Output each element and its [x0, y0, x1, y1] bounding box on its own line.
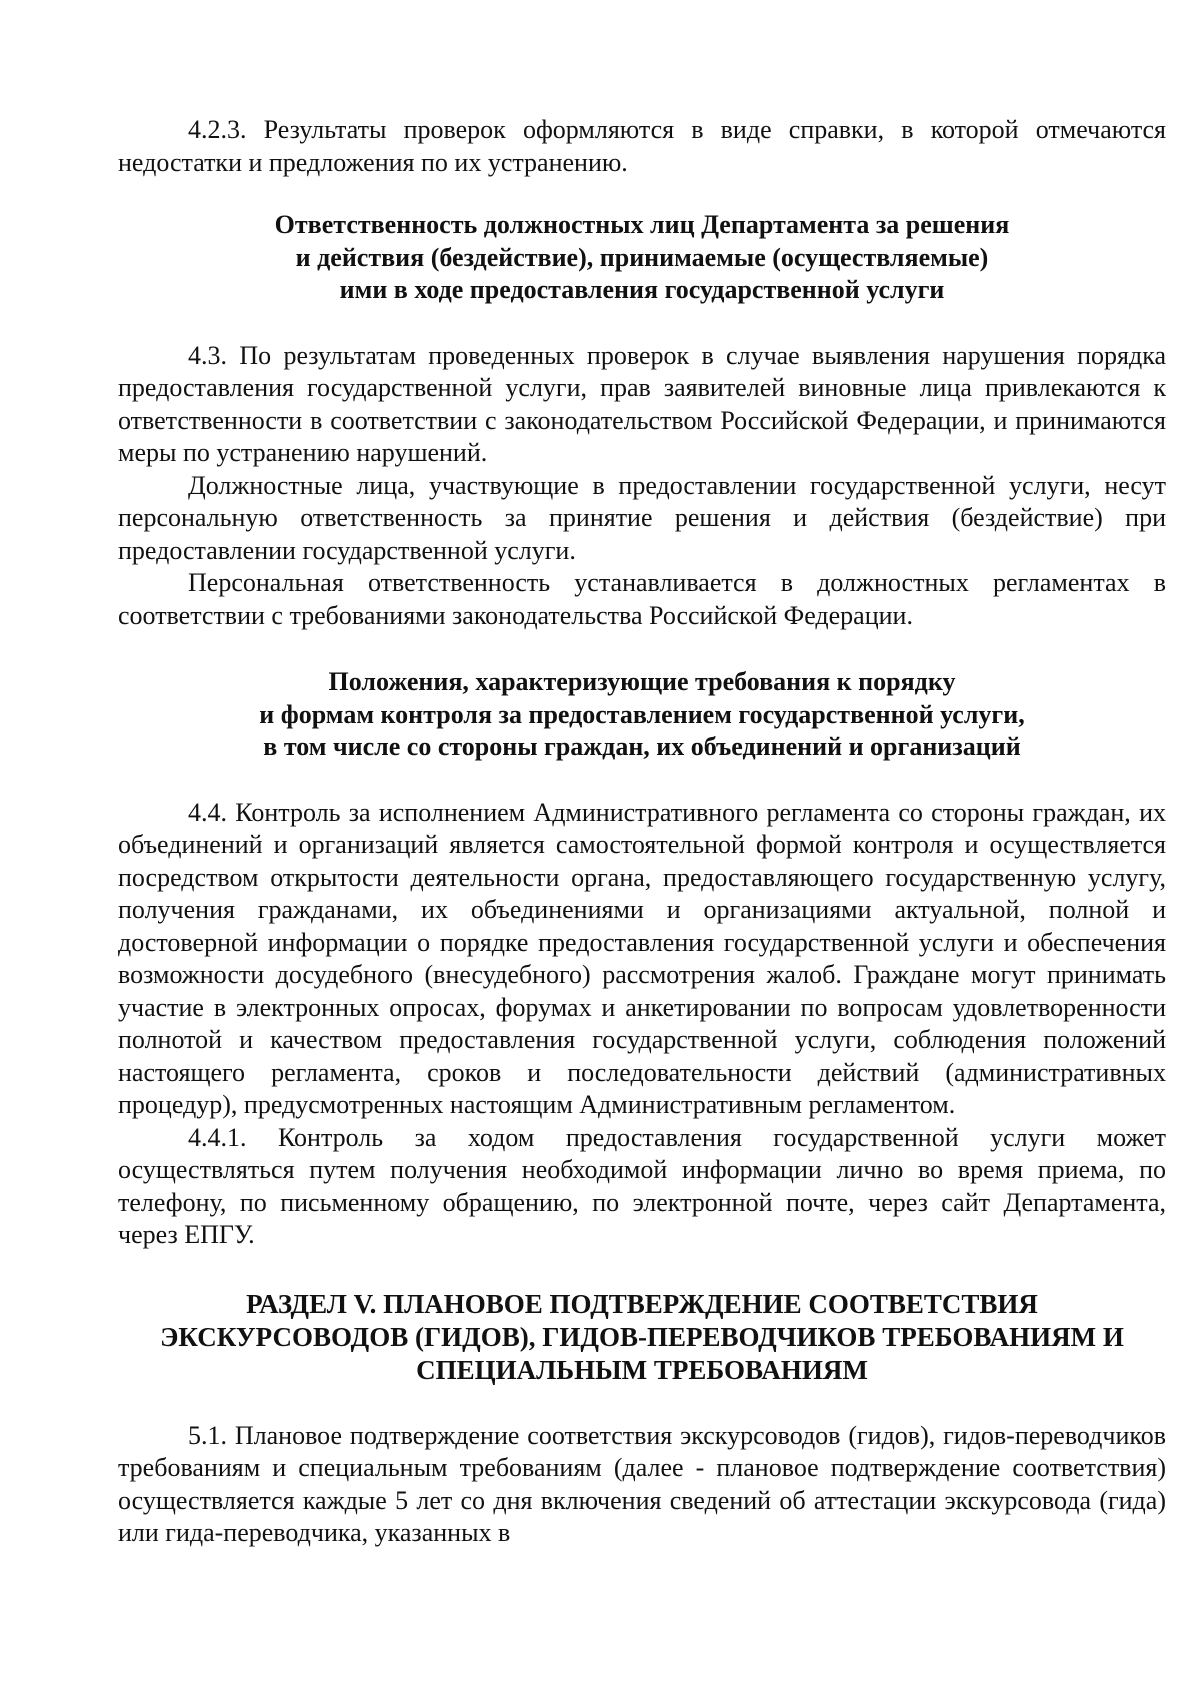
paragraph-personal-responsibility: Персональная ответственность устанавливается в должностных регламентах в соответствии с требованиями законодательства Российской Федерации. — [118, 568, 1166, 630]
paragraph-5-1: 5.1. Плановое подтверждение соответствия экскурсоводов (гидов), гидов-переводчиков требованиям и специальным требованиям (далее - плановое подтверждение соответствия) осуществляется каждые 5 лет со дня включения сведений об аттестации экскурсовода (гида) или гида-переводчика, указанных в — [118, 1420, 1166, 1547]
paragraph-4-3: 4.3. По результатам проведенных проверок в случае выявления нарушения порядка предоставления государственной услуги, прав заявителей виновные лица привлекаются к ответственности в соответствии с законодательством Российской Федерации, и принимаются меры по устранению нарушений. — [118, 340, 1166, 467]
heading-line: ими в ходе предоставления государственной услуги — [339, 275, 945, 304]
heading-line: СПЕЦИАЛЬНЫМ ТРЕБОВАНИЯМ — [416, 1354, 868, 1385]
heading-line: Ответственность должностных лиц Департамента за решения — [274, 210, 1010, 239]
document-body — [118, 114, 1166, 1550]
heading-line: РАЗДЕЛ V. ПЛАНОВОЕ ПОДТВЕРЖДЕНИЕ СООТВЕТСТВИЯ — [246, 1288, 1038, 1319]
paragraph-4-4: 4.4. Контроль за исполнением Административного регламента со стороны граждан, их объединений и организаций является самостоятельной формой контроля и осуществляется посредством открытости деятельности органа, предоставляющего государственную услугу, получения гражданами, их объединениями и организациями актуальной, полной и достоверной информации о порядке предоставления государственной услуги и обеспечения возможности досудебного (внесудебного) рассмотрения жалоб. Граждане могут принимать участие в электронных опросах, форумах и анкетировании по вопросам удовлетворенности полнотой и качеством предоставления государственной услуги, соблюдения положений настоящего регламента, сроков и последовательности действий (административных процедур), предусмотренных настоящим Административным регламентом. — [118, 797, 1166, 1119]
heading-line: Положения, характеризующие требования к порядку — [328, 667, 956, 696]
heading-provisions — [118, 666, 1166, 764]
paragraph-4-2-3: 4.2.3. Результаты проверок оформляются в виде справки, в которой отмечаются недостатки и предложения по их устранению. — [118, 115, 1166, 177]
heading-line: в том числе со стороны граждан, их объединений и организаций — [263, 732, 1021, 761]
paragraph-4-4-1: 4.4.1. Контроль за ходом предоставления государственной услуги может осуществляться путем получения необходимой информации лично во время приема, по телефону, по письменному обращению, по электронной почте, через сайт Департамента, через ЕПГУ. — [118, 1122, 1166, 1249]
paragraph-officials: Должностные лица, участвующие в предоставлении государственной услуги, несут персональную ответственность за принятие решения и действия (бездействие) при предоставлении государственной услуги. — [118, 470, 1166, 565]
heading-responsibility — [118, 209, 1166, 307]
heading-section-5 — [118, 1288, 1166, 1387]
heading-line: и формам контроля за предоставлением государственной услуги, — [259, 699, 1025, 729]
heading-line: ЭКСКУРСОВОДОВ (ГИДОВ), ГИДОВ-ПЕРЕВОДЧИКОВ ТРЕБОВАНИЯМ И — [160, 1321, 1124, 1352]
heading-line: и действия (бездействие), принимаемые (осуществляемые) — [295, 242, 989, 272]
